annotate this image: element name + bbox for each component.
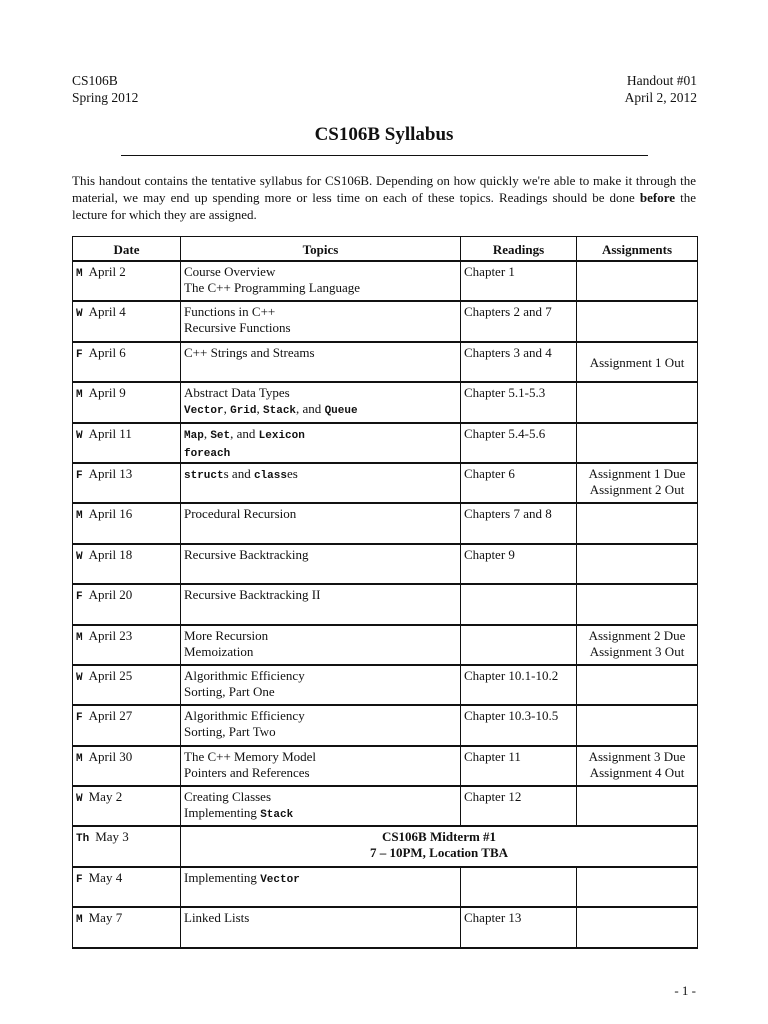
date-text: April 18	[88, 546, 133, 562]
intro-paragraph	[72, 172, 696, 223]
assignments-cell	[577, 261, 698, 301]
topics-cell	[181, 746, 461, 786]
topic-text: C++ Strings and Streams	[184, 344, 315, 360]
topics-cell	[181, 544, 461, 584]
weekday-code: M	[76, 268, 83, 280]
topics-cell	[181, 907, 461, 947]
header-right	[625, 72, 697, 106]
topic-text: , and	[296, 401, 325, 417]
table-row	[73, 705, 698, 745]
course-code: CS106B	[72, 73, 118, 88]
readings-cell: Chapter 9	[461, 544, 577, 584]
date-cell	[73, 746, 181, 786]
intro-text-2: the lecture for which they are assigned.	[72, 190, 696, 222]
topic-line	[184, 765, 457, 781]
date-text: April 9	[88, 385, 126, 401]
date-text: May 3	[95, 829, 129, 845]
weekday-code: W	[76, 550, 83, 563]
date-cell	[73, 625, 181, 665]
topic-line	[184, 870, 457, 888]
topic-text: es	[286, 465, 298, 481]
readings-cell: Chapter 13	[461, 907, 577, 947]
topics-cell	[181, 625, 461, 665]
assignment-line: Assignment 4 Out	[589, 764, 685, 780]
table-row	[73, 261, 698, 301]
table-row	[73, 503, 698, 543]
topic-line	[184, 547, 457, 563]
topic-text: Functions in C++	[184, 304, 276, 320]
header-topics: Topics	[181, 237, 461, 262]
weekday-code: F	[76, 348, 83, 361]
intro-text-1: This handout contains the tentative syllabus for CS106B. Depending on how quickly we're able to make it through the material, we may end up spending more or less time on each of these topics. Readings should be done	[72, 173, 696, 205]
code-term: Set	[210, 429, 231, 442]
date-cell	[73, 786, 181, 826]
readings-cell: Chapter 1	[461, 261, 577, 301]
intro-bold: before	[639, 190, 676, 205]
readings-cell: Chapters 7 and 8	[461, 503, 577, 543]
topic-text: The C++ Memory Model	[184, 748, 317, 764]
handout-date: April 2, 2012	[624, 90, 697, 105]
assignment-line: Assignment 2 Due	[588, 627, 686, 643]
term: Spring 2012	[72, 90, 139, 105]
code-term: struct	[184, 469, 224, 482]
readings-cell: Chapter 12	[461, 786, 577, 826]
table-row	[73, 382, 698, 422]
weekday-code: W	[76, 308, 83, 321]
header-date: Date	[73, 237, 181, 262]
date-cell	[73, 544, 181, 584]
topic-line	[184, 426, 457, 444]
topic-text: , and	[230, 425, 259, 441]
date-cell	[73, 584, 181, 624]
weekday-code: F	[76, 469, 83, 482]
topics-cell	[181, 503, 461, 543]
topic-line	[184, 724, 457, 740]
table-row	[73, 665, 698, 705]
assignments-cell	[577, 423, 698, 463]
weekday-code: F	[76, 712, 83, 725]
date-text: April 30	[88, 748, 133, 764]
topic-text: Recursive Backtracking II	[184, 587, 321, 603]
date-text: April 16	[88, 506, 133, 522]
table-header-row	[73, 237, 698, 262]
table-body	[73, 261, 698, 948]
weekday-code: M	[76, 510, 83, 523]
topic-text: Linked Lists	[184, 910, 250, 926]
topic-line	[184, 385, 457, 401]
weekday-code: W	[76, 793, 83, 806]
readings-cell	[461, 625, 577, 665]
topic-line	[184, 628, 457, 644]
code-term: Grid	[230, 405, 257, 418]
weekday-code: Th	[76, 833, 90, 846]
table-row	[73, 544, 698, 584]
readings-cell: Chapter 6	[461, 463, 577, 503]
topic-line	[184, 304, 457, 320]
topic-text: ,	[223, 401, 231, 417]
topic-line	[184, 749, 457, 765]
date-cell	[73, 826, 181, 866]
midterm-cell	[181, 826, 698, 866]
code-term: Vector	[184, 405, 224, 418]
topic-text: Course Overview	[184, 264, 276, 279]
readings-cell: Chapter 5.1-5.3	[461, 382, 577, 422]
assignments-cell	[577, 463, 698, 503]
topic-text: The C++ Programming Language	[184, 280, 361, 295]
topic-text: Recursive Functions	[184, 320, 291, 336]
topic-line	[184, 910, 457, 926]
topic-line	[184, 401, 457, 419]
topic-text: Memoization	[184, 643, 254, 659]
topics-cell	[181, 584, 461, 624]
topics-cell	[181, 382, 461, 422]
table-row	[73, 584, 698, 624]
table-row	[73, 826, 698, 866]
date-text: April 6	[88, 344, 126, 360]
date-text: April 23	[88, 627, 133, 643]
topic-text: Creating Classes	[184, 789, 272, 805]
topic-text: Procedural Recursion	[184, 506, 297, 522]
topic-text: s and	[223, 465, 254, 481]
date-text: April 11	[88, 425, 132, 441]
date-cell	[73, 705, 181, 745]
date-cell	[73, 423, 181, 463]
topics-cell	[181, 786, 461, 826]
date-cell	[73, 503, 181, 543]
page-title: CS106B Syllabus	[314, 124, 454, 145]
topic-line	[184, 264, 457, 280]
date-text: April 4	[88, 304, 126, 320]
date-text: April 13	[88, 465, 133, 481]
date-cell	[73, 301, 181, 341]
topic-line	[184, 506, 457, 522]
readings-cell	[461, 584, 577, 624]
table-row	[73, 342, 698, 382]
topic-text: Recursive Backtracking	[184, 546, 309, 562]
assignments-cell	[577, 746, 698, 786]
assignments-cell	[577, 705, 698, 745]
table-row	[73, 625, 698, 665]
table-row	[73, 907, 698, 947]
topics-cell	[181, 342, 461, 382]
weekday-code: M	[76, 389, 83, 402]
date-text: April 2	[88, 264, 126, 279]
code-term: Stack	[263, 405, 297, 418]
midterm-line: 7 – 10PM, Location TBA	[369, 845, 509, 861]
topic-line	[184, 684, 457, 700]
table-row	[73, 746, 698, 786]
code-term: Queue	[324, 405, 358, 418]
readings-cell: Chapters 2 and 7	[461, 301, 577, 341]
readings-cell: Chapters 3 and 4	[461, 342, 577, 382]
assignment-line: Assignment 1 Out	[589, 354, 685, 370]
assignments-cell	[577, 382, 698, 422]
code-term: Map	[184, 429, 204, 442]
assignments-cell	[577, 301, 698, 341]
header-assignments: Assignments	[577, 237, 698, 262]
assignments-cell	[577, 503, 698, 543]
code-term: class	[253, 469, 287, 482]
page-number: - 1 -	[674, 983, 696, 998]
topic-text: Implementing	[184, 869, 261, 885]
assignments-cell	[577, 665, 698, 705]
assignment-line: Assignment 3 Out	[589, 643, 685, 659]
header-readings: Readings	[461, 237, 577, 262]
midterm-line: CS106B Midterm #1	[381, 829, 497, 845]
readings-cell: Chapter 5.4-5.6	[461, 423, 577, 463]
weekday-code: F	[76, 873, 83, 886]
topic-line	[184, 466, 457, 484]
readings-cell: Chapter 11	[461, 746, 577, 786]
syllabus-table	[72, 236, 698, 949]
topic-text: Abstract Data Types	[184, 385, 290, 401]
handout-number: Handout #01	[626, 73, 697, 88]
code-term: foreach	[184, 447, 231, 460]
topics-cell	[181, 261, 461, 301]
readings-cell: Chapter 10.3-10.5	[461, 705, 577, 745]
date-cell	[73, 665, 181, 705]
date-text: May 7	[88, 910, 123, 926]
weekday-code: M	[76, 752, 83, 765]
topics-cell	[181, 301, 461, 341]
topics-cell	[181, 423, 461, 463]
code-term: Vector	[260, 873, 300, 886]
topics-cell	[181, 705, 461, 745]
date-cell	[73, 463, 181, 503]
topic-text: ,	[256, 401, 264, 417]
assignment-line: Assignment 2 Out	[589, 481, 685, 497]
table-row	[73, 786, 698, 826]
topic-text: Sorting, Part Two	[184, 724, 276, 740]
topic-line	[184, 789, 457, 805]
table-row	[73, 301, 698, 341]
date-text: April 25	[88, 667, 133, 683]
date-cell	[73, 907, 181, 947]
topics-cell	[181, 867, 461, 907]
topic-line	[184, 805, 457, 823]
readings-cell: Chapter 10.1-10.2	[461, 665, 577, 705]
table-row	[73, 423, 698, 463]
weekday-code: F	[76, 591, 83, 604]
topic-text: More Recursion	[184, 627, 269, 643]
weekday-code: M	[76, 631, 83, 644]
date-text: May 2	[88, 789, 123, 805]
date-cell	[73, 382, 181, 422]
header-left	[72, 72, 138, 106]
topic-text: Sorting, Part One	[184, 683, 275, 699]
assignments-cell	[577, 907, 698, 947]
assignments-cell	[577, 867, 698, 907]
topic-text: Implementing	[184, 805, 261, 821]
title-divider	[121, 155, 648, 156]
topic-line	[184, 708, 457, 724]
topic-line	[184, 345, 457, 361]
topic-line	[184, 444, 457, 462]
code-term: Stack	[260, 809, 294, 822]
topic-line	[184, 668, 457, 684]
table-row	[73, 463, 698, 503]
date-text: April 20	[88, 587, 133, 603]
topic-text: Algorithmic Efficiency	[184, 708, 305, 724]
weekday-code: W	[76, 429, 83, 442]
assignments-cell	[577, 625, 698, 665]
topic-text: Algorithmic Efficiency	[184, 667, 305, 683]
assignments-cell	[577, 342, 698, 382]
weekday-code: W	[76, 671, 83, 684]
assignment-line: Assignment 1 Due	[588, 465, 686, 481]
topic-line	[184, 280, 457, 296]
date-cell	[73, 261, 181, 301]
topic-text: Pointers and References	[184, 764, 310, 780]
assignments-cell	[577, 584, 698, 624]
code-term: Lexicon	[258, 429, 305, 442]
date-text: May 4	[88, 869, 123, 885]
topics-cell	[181, 463, 461, 503]
assignment-line: Assignment 3 Due	[588, 748, 686, 764]
assignments-cell	[577, 786, 698, 826]
topic-line	[184, 320, 457, 336]
date-cell	[73, 342, 181, 382]
assignments-cell	[577, 544, 698, 584]
topic-line	[184, 587, 457, 603]
date-cell	[73, 867, 181, 907]
topic-line	[184, 644, 457, 660]
weekday-code: M	[76, 914, 83, 927]
topic-text: ,	[203, 425, 211, 441]
topics-cell	[181, 665, 461, 705]
date-text: April 27	[88, 708, 133, 724]
table-row	[73, 867, 698, 907]
readings-cell	[461, 867, 577, 907]
